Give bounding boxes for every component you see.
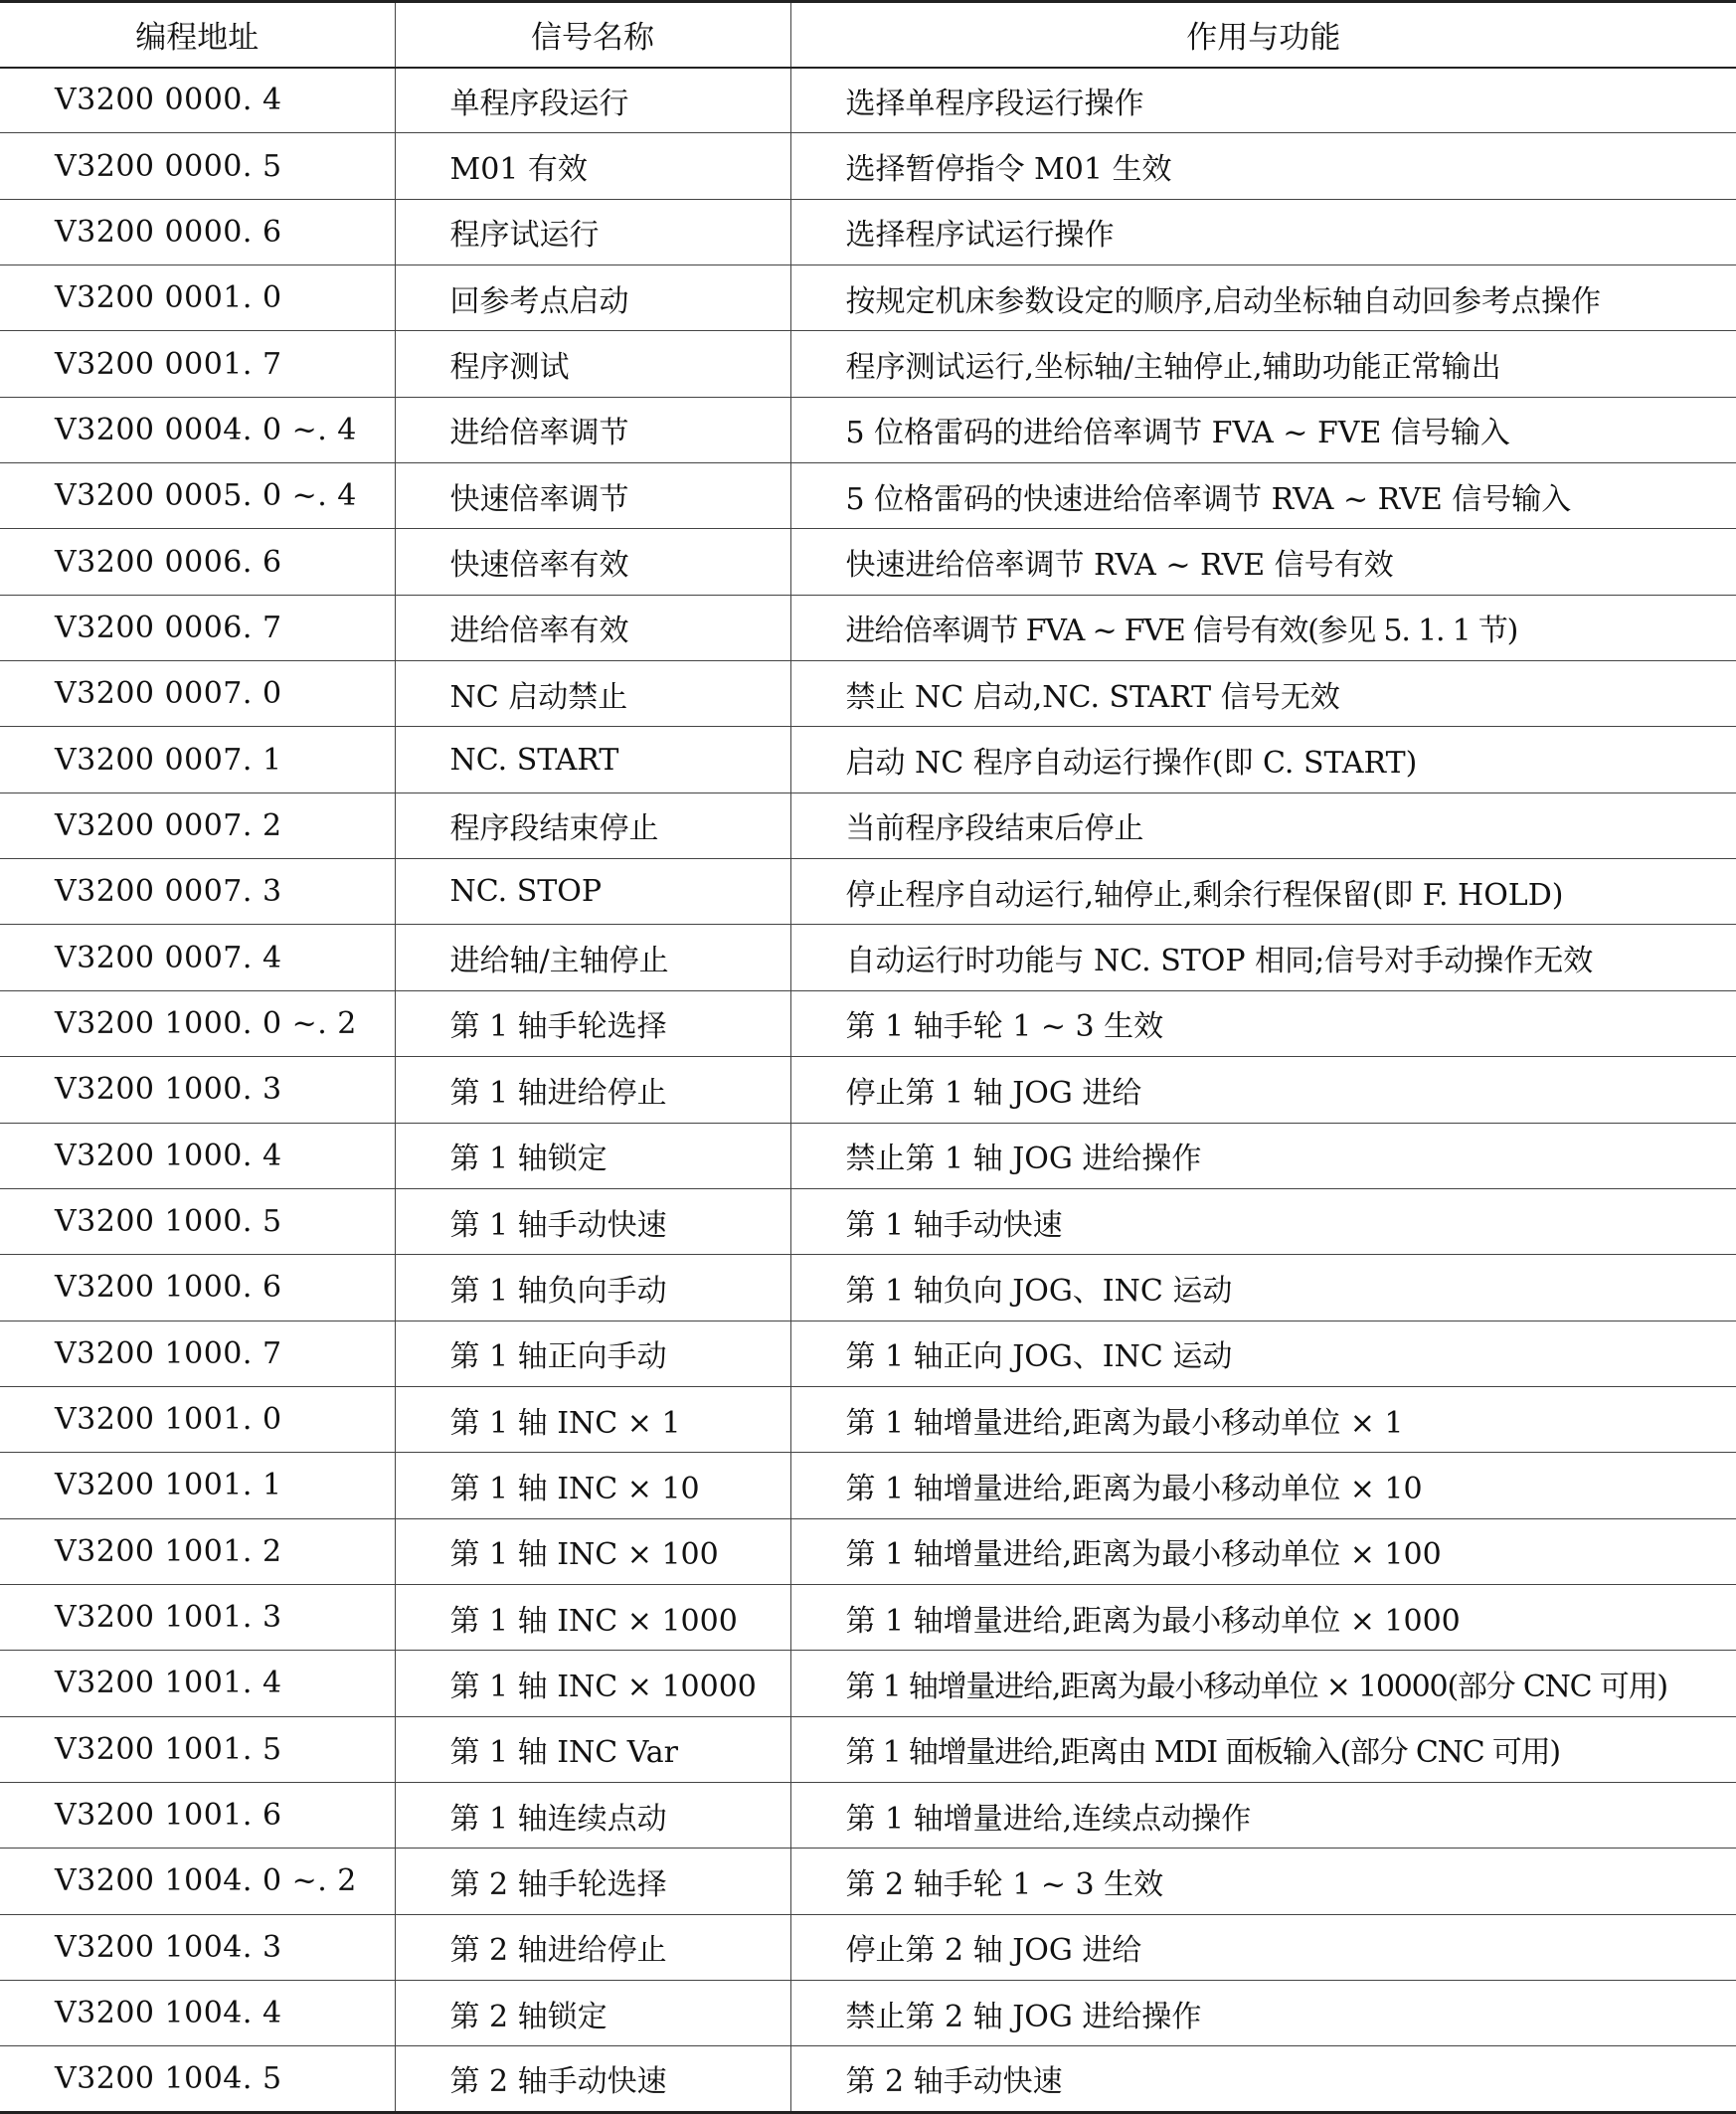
cell-address: V3200 0004. 0 ~. 4 [0, 397, 395, 462]
cell-signal-name: 第 2 轴锁定 [395, 1980, 790, 2045]
cell-address: V3200 1000. 5 [0, 1188, 395, 1254]
cell-signal-name: 第 1 轴正向手动 [395, 1321, 790, 1386]
cell-address: V3200 0001. 7 [0, 331, 395, 397]
table-row [0, 1123, 1736, 1188]
table-row [0, 1255, 1736, 1321]
table-row [0, 1782, 1736, 1848]
cell-function: 自动运行时功能与 NC. STOP 相同;信号对手动操作无效 [790, 925, 1736, 990]
table-row [0, 1321, 1736, 1386]
cell-signal-name: 第 1 轴 INC Var [395, 1716, 790, 1782]
cell-signal-name: NC. START [395, 727, 790, 793]
cell-address: V3200 1001. 4 [0, 1651, 395, 1716]
cell-function: 进给倍率调节 FVA ~ FVE 信号有效(参见 5. 1. 1 节) [790, 595, 1736, 660]
cell-function: 禁止第 1 轴 JOG 进给操作 [790, 1123, 1736, 1188]
cell-signal-name: 单程序段运行 [395, 68, 790, 133]
cell-address: V3200 1004. 4 [0, 1980, 395, 2045]
cell-signal-name: 第 2 轴手轮选择 [395, 1849, 790, 1914]
table-header [0, 2, 1736, 68]
cell-signal-name: 第 2 轴进给停止 [395, 1914, 790, 1980]
table-row [0, 68, 1736, 133]
table-row [0, 2046, 1736, 2112]
table-row [0, 1849, 1736, 1914]
table-row [0, 1453, 1736, 1518]
cell-signal-name: 第 1 轴连续点动 [395, 1782, 790, 1848]
cell-function: 第 1 轴手轮 1 ~ 3 生效 [790, 990, 1736, 1056]
cell-function: 5 位格雷码的快速进给倍率调节 RVA ~ RVE 信号输入 [790, 463, 1736, 529]
cell-function: 启动 NC 程序自动运行操作(即 C. START) [790, 727, 1736, 793]
header-function: 作用与功能 [790, 2, 1736, 68]
cell-function: 第 1 轴增量进给,距离为最小移动单位 × 1 [790, 1386, 1736, 1452]
cell-function: 停止第 1 轴 JOG 进给 [790, 1057, 1736, 1123]
cell-signal-name: 第 1 轴手动快速 [395, 1188, 790, 1254]
table-row [0, 1188, 1736, 1254]
cell-signal-name: 第 1 轴进给停止 [395, 1057, 790, 1123]
cell-function: 第 1 轴增量进给,距离由 MDI 面板输入(部分 CNC 可用) [790, 1716, 1736, 1782]
table-row [0, 1651, 1736, 1716]
table-body [0, 68, 1736, 2113]
cell-address: V3200 1004. 5 [0, 2046, 395, 2112]
cell-function: 第 1 轴手动快速 [790, 1188, 1736, 1254]
table-row [0, 727, 1736, 793]
cell-signal-name: 程序测试 [395, 331, 790, 397]
cell-signal-name: 快速倍率调节 [395, 463, 790, 529]
cell-signal-name: 第 1 轴手轮选择 [395, 990, 790, 1056]
table-row [0, 1980, 1736, 2045]
cell-signal-name: 第 1 轴锁定 [395, 1123, 790, 1188]
cell-function: 停止程序自动运行,轴停止,剩余行程保留(即 F. HOLD) [790, 859, 1736, 925]
table-row [0, 793, 1736, 858]
cell-function: 选择暂停指令 M01 生效 [790, 133, 1736, 199]
cell-address: V3200 1001. 0 [0, 1386, 395, 1452]
cell-address: V3200 0007. 0 [0, 661, 395, 727]
table-row [0, 1057, 1736, 1123]
cell-signal-name: 第 1 轴 INC × 100 [395, 1518, 790, 1584]
cell-address: V3200 0000. 5 [0, 133, 395, 199]
cell-signal-name: 进给倍率有效 [395, 595, 790, 660]
cell-signal-name: NC 启动禁止 [395, 661, 790, 727]
cell-address: V3200 1001. 6 [0, 1782, 395, 1848]
cell-address: V3200 0000. 6 [0, 199, 395, 264]
table-row [0, 529, 1736, 595]
cell-signal-name: 快速倍率有效 [395, 529, 790, 595]
table-header-row [0, 2, 1736, 68]
table-row [0, 925, 1736, 990]
cell-signal-name: 第 2 轴手动快速 [395, 2046, 790, 2112]
cell-address: V3200 1001. 3 [0, 1584, 395, 1650]
cell-address: V3200 1001. 2 [0, 1518, 395, 1584]
cell-function: 第 1 轴增量进给,距离为最小移动单位 × 10 [790, 1453, 1736, 1518]
cell-address: V3200 1000. 3 [0, 1057, 395, 1123]
table-row [0, 1386, 1736, 1452]
cell-signal-name: 第 1 轴 INC × 1 [395, 1386, 790, 1452]
cell-signal-name: 进给倍率调节 [395, 397, 790, 462]
cell-function: 第 1 轴正向 JOG、INC 运动 [790, 1321, 1736, 1386]
cell-address: V3200 1004. 0 ~. 2 [0, 1849, 395, 1914]
cell-function: 快速进给倍率调节 RVA ~ RVE 信号有效 [790, 529, 1736, 595]
cell-address: V3200 1001. 1 [0, 1453, 395, 1518]
table-row [0, 199, 1736, 264]
cell-signal-name: 第 1 轴 INC × 10000 [395, 1651, 790, 1716]
cell-signal-name: 第 1 轴负向手动 [395, 1255, 790, 1321]
cell-address: V3200 1001. 5 [0, 1716, 395, 1782]
table-row [0, 1914, 1736, 1980]
table-row [0, 331, 1736, 397]
cell-signal-name: 程序段结束停止 [395, 793, 790, 858]
cell-function: 5 位格雷码的进给倍率调节 FVA ~ FVE 信号输入 [790, 397, 1736, 462]
cell-address: V3200 1004. 3 [0, 1914, 395, 1980]
cell-address: V3200 0007. 4 [0, 925, 395, 990]
table-row [0, 1716, 1736, 1782]
cell-function: 第 1 轴负向 JOG、INC 运动 [790, 1255, 1736, 1321]
cell-address: V3200 1000. 0 ~. 2 [0, 990, 395, 1056]
table-row [0, 859, 1736, 925]
cell-signal-name: M01 有效 [395, 133, 790, 199]
cell-function: 第 1 轴增量进给,距离为最小移动单位 × 100 [790, 1518, 1736, 1584]
cell-address: V3200 1000. 7 [0, 1321, 395, 1386]
cell-signal-name: 第 1 轴 INC × 1000 [395, 1584, 790, 1650]
cell-function: 选择程序试运行操作 [790, 199, 1736, 264]
cell-function: 第 1 轴增量进给,距离为最小移动单位 × 1000 [790, 1584, 1736, 1650]
cell-signal-name: 程序试运行 [395, 199, 790, 264]
cell-function: 禁止第 2 轴 JOG 进给操作 [790, 1980, 1736, 2045]
cell-function: 第 2 轴手动快速 [790, 2046, 1736, 2112]
cell-address: V3200 1000. 6 [0, 1255, 395, 1321]
cell-function: 第 2 轴手轮 1 ~ 3 生效 [790, 1849, 1736, 1914]
cell-address: V3200 0001. 0 [0, 265, 395, 331]
cell-signal-name: 第 1 轴 INC × 10 [395, 1453, 790, 1518]
table-row [0, 265, 1736, 331]
cell-function: 第 1 轴增量进给,连续点动操作 [790, 1782, 1736, 1848]
table-row [0, 463, 1736, 529]
cell-signal-name: 进给轴/主轴停止 [395, 925, 790, 990]
cell-address: V3200 0005. 0 ~. 4 [0, 463, 395, 529]
header-address: 编程地址 [0, 2, 395, 68]
cell-function: 选择单程序段运行操作 [790, 68, 1736, 133]
cell-address: V3200 0007. 2 [0, 793, 395, 858]
cell-address: V3200 0006. 6 [0, 529, 395, 595]
cell-address: V3200 1000. 4 [0, 1123, 395, 1188]
cell-address: V3200 0007. 1 [0, 727, 395, 793]
table-row [0, 397, 1736, 462]
table-row [0, 990, 1736, 1056]
table-row [0, 595, 1736, 660]
table-row [0, 1518, 1736, 1584]
cell-signal-name: NC. STOP [395, 859, 790, 925]
table-row [0, 1584, 1736, 1650]
cell-function: 当前程序段结束后停止 [790, 793, 1736, 858]
cell-function: 第 1 轴增量进给,距离为最小移动单位 × 10000(部分 CNC 可用) [790, 1651, 1736, 1716]
cell-function: 程序测试运行,坐标轴/主轴停止,辅助功能正常输出 [790, 331, 1736, 397]
cell-function: 停止第 2 轴 JOG 进给 [790, 1914, 1736, 1980]
cell-function: 禁止 NC 启动,NC. START 信号无效 [790, 661, 1736, 727]
table-row [0, 661, 1736, 727]
cell-address: V3200 0007. 3 [0, 859, 395, 925]
cell-function: 按规定机床参数设定的顺序,启动坐标轴自动回参考点操作 [790, 265, 1736, 331]
cell-signal-name: 回参考点启动 [395, 265, 790, 331]
cell-address: V3200 0000. 4 [0, 68, 395, 133]
header-signal-name: 信号名称 [395, 2, 790, 68]
cell-address: V3200 0006. 7 [0, 595, 395, 660]
table-row [0, 133, 1736, 199]
